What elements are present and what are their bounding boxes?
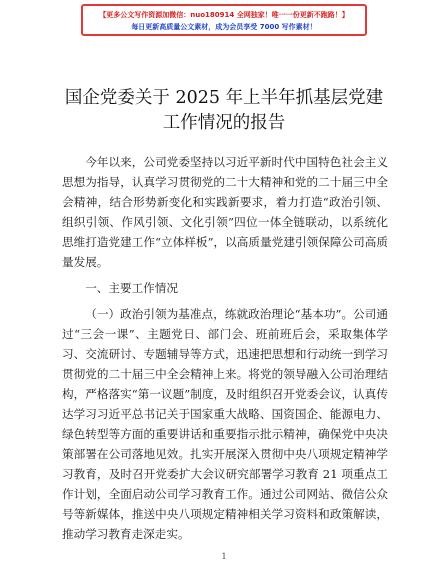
promo-line-2: 每日更新高质量公文素材，成为会员享受 7000 写作素材！ xyxy=(131,23,317,31)
section-heading: 一、主要工作情况 xyxy=(85,281,178,295)
promo-line-1: 【更多公文写作资源加微信：nuo180914 全网独家！唯一一份更新不跑路！】 xyxy=(99,11,349,19)
page-number: 1 xyxy=(221,552,227,561)
promo-banner xyxy=(81,4,367,36)
document-body xyxy=(62,152,388,544)
document-title: 国企党委关于 2025 年上半年抓基层党建工作情况的报告 xyxy=(64,88,384,133)
intro-paragraph: 今年以来，公司党委坚持以习近平新时代中国特色社会主义思想为指导，认真学习贯彻党的二十大精神和党的二十届三中全会精神，结合形势新变化和实践新要求，着力打造“政治引领、组织引领、作风引领、文化引领”四位一体全链联动，以系统化思维打造党建工作“立体样板”，以高质量党建引领保障公司高质量发展。 xyxy=(62,155,388,269)
body-paragraph: （一）政治引领为基准点，练就政治理论“基本功”。公司通过“三会一课”、主题党日、部门会、班前班后会，采取集体学习、交流研讨、专题辅导等方式，迅速把思想和行动统一到学习贯彻党的二十届三中全会精神上来。将党的领导融入公司治理结构，严格落实“第一议题”制度，及时组织召开党委会议，认真传达学习习近平总书记关于国家重大战略、国资国企、能源电力、绿色转型等方面的重要讲话和重要指示批示精神，确保党中央决策部署在公司落地见效。扎实开展深入贯彻中央八项规定精神学习教育，及时召开党委扩大会议研究部署学习教育 21 项重点工作计划，全面启动公司学习教育工作。通过公司网站、微信公众号等新媒体，推送中央八项规定精神相关学习资料和政策解读，推动学习教育走深走实。 xyxy=(62,307,388,541)
